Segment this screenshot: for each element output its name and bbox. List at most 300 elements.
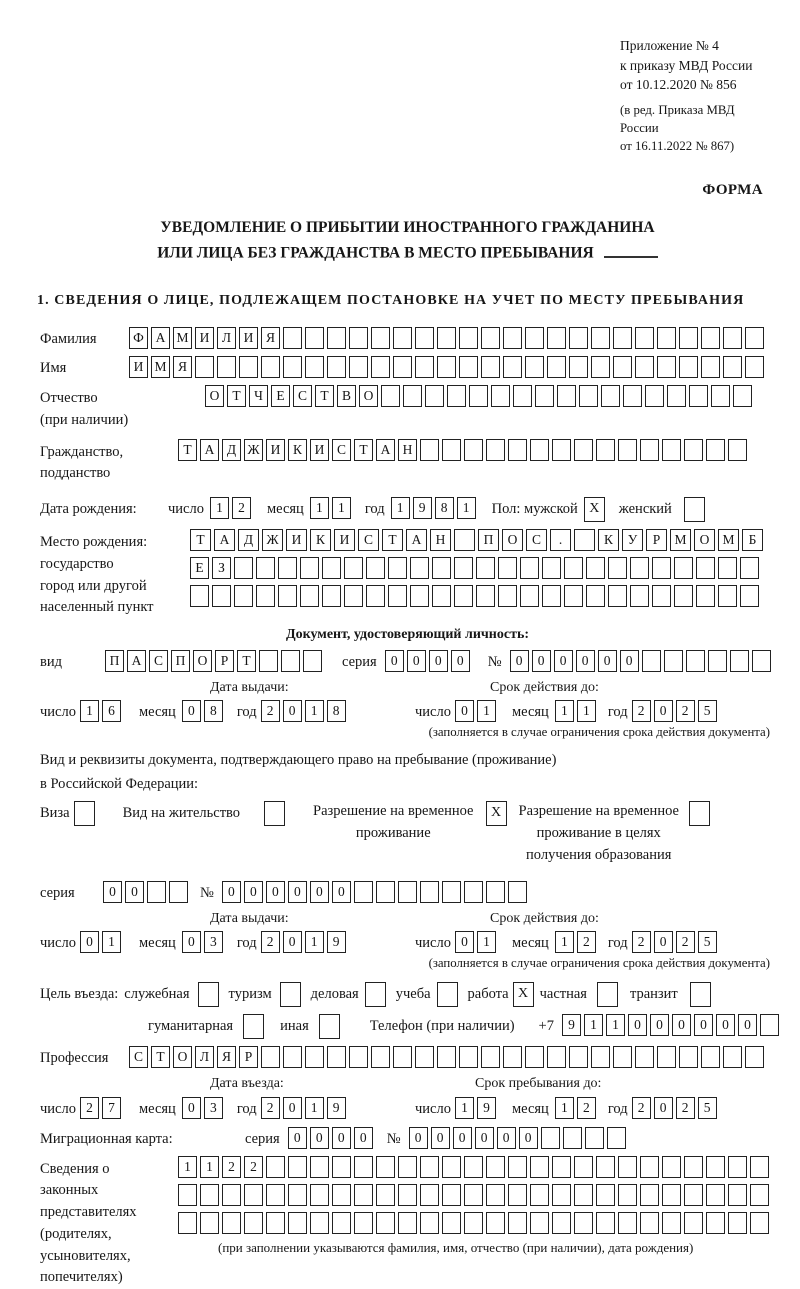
char-box[interactable]: 2 [261,1097,280,1119]
char-box[interactable] [618,1184,637,1206]
char-box[interactable] [381,385,400,407]
char-box[interactable] [288,1184,307,1206]
char-box[interactable] [679,327,698,349]
char-box[interactable] [728,439,747,461]
char-box[interactable] [706,1212,725,1234]
char-box[interactable]: Т [190,529,211,551]
char-box[interactable] [640,439,659,461]
purpose-study-checkbox[interactable] [437,982,458,1007]
char-box[interactable] [652,585,671,607]
char-box[interactable]: О [205,385,224,407]
char-box[interactable]: 1 [332,497,351,519]
char-box[interactable]: А [127,650,146,672]
char-box[interactable] [640,1212,659,1234]
char-box[interactable] [640,1184,659,1206]
char-box[interactable] [701,327,720,349]
char-box[interactable]: 8 [327,700,346,722]
char-box[interactable] [398,1156,417,1178]
char-box[interactable] [437,1046,456,1068]
char-box[interactable]: 0 [283,931,302,953]
char-box[interactable] [415,1046,434,1068]
char-box[interactable]: 1 [305,1097,324,1119]
char-box[interactable]: 1 [477,931,496,953]
char-box[interactable] [310,1184,329,1206]
char-box[interactable] [579,385,598,407]
char-box[interactable]: 5 [698,931,717,953]
char-box[interactable] [630,557,649,579]
char-box[interactable] [552,1212,571,1234]
char-box[interactable] [371,1046,390,1068]
char-box[interactable]: 3 [204,931,223,953]
char-box[interactable]: А [200,439,219,461]
char-box[interactable]: К [310,529,331,551]
char-box[interactable] [327,327,346,349]
char-box[interactable] [147,881,166,903]
char-box[interactable] [481,1046,500,1068]
char-box[interactable] [464,439,483,461]
char-box[interactable] [745,356,764,378]
char-box[interactable] [662,1156,681,1178]
char-box[interactable] [354,1184,373,1206]
char-box[interactable]: С [129,1046,148,1068]
char-box[interactable] [469,385,488,407]
char-box[interactable] [222,1184,241,1206]
char-box[interactable] [442,1156,461,1178]
char-box[interactable]: С [293,385,312,407]
purpose-humanitarian-checkbox[interactable] [243,1014,264,1039]
char-box[interactable]: 0 [182,931,201,953]
purpose-business-official-checkbox[interactable] [198,982,219,1007]
char-box[interactable]: С [149,650,168,672]
char-box[interactable] [718,585,737,607]
char-box[interactable] [752,650,771,672]
char-box[interactable]: Т [227,385,246,407]
char-box[interactable] [667,385,686,407]
char-box[interactable] [476,585,495,607]
char-box[interactable]: 0 [598,650,617,672]
char-box[interactable] [730,650,749,672]
char-box[interactable] [442,439,461,461]
char-box[interactable]: 0 [654,700,673,722]
char-box[interactable] [476,557,495,579]
char-box[interactable]: 2 [261,700,280,722]
char-box[interactable]: Ф [129,327,148,349]
char-box[interactable] [596,1156,615,1178]
char-box[interactable] [486,1212,505,1234]
char-box[interactable] [542,585,561,607]
char-box[interactable] [366,557,385,579]
char-box[interactable]: 0 [431,1127,450,1149]
char-box[interactable]: 0 [519,1127,538,1149]
char-box[interactable] [733,385,752,407]
purpose-other-checkbox[interactable] [319,1014,340,1039]
char-box[interactable] [750,1184,769,1206]
char-box[interactable] [261,1046,280,1068]
char-box[interactable] [486,439,505,461]
char-box[interactable] [349,327,368,349]
char-box[interactable]: 7 [102,1097,121,1119]
char-box[interactable]: 0 [266,881,285,903]
char-box[interactable]: В [337,385,356,407]
char-box[interactable]: 2 [261,931,280,953]
char-box[interactable]: О [359,385,378,407]
char-box[interactable] [305,356,324,378]
char-box[interactable] [283,327,302,349]
char-box[interactable]: 0 [453,1127,472,1149]
purpose-business-checkbox[interactable] [365,982,386,1007]
char-box[interactable] [437,356,456,378]
char-box[interactable] [376,881,395,903]
char-box[interactable]: И [334,529,355,551]
char-box[interactable] [410,557,429,579]
char-box[interactable] [613,327,632,349]
char-box[interactable]: Я [261,327,280,349]
char-box[interactable]: 2 [244,1156,263,1178]
char-box[interactable]: А [151,327,170,349]
char-box[interactable] [195,356,214,378]
char-box[interactable]: 9 [477,1097,496,1119]
char-box[interactable] [217,356,236,378]
char-box[interactable] [618,1156,637,1178]
char-box[interactable]: С [358,529,379,551]
char-box[interactable] [278,557,297,579]
char-box[interactable] [354,881,373,903]
char-box[interactable] [525,356,544,378]
char-box[interactable] [684,1184,703,1206]
char-box[interactable]: 9 [413,497,432,519]
char-box[interactable]: Л [217,327,236,349]
char-box[interactable] [393,1046,412,1068]
char-box[interactable] [300,557,319,579]
char-box[interactable] [261,356,280,378]
char-box[interactable]: 1 [305,700,324,722]
char-box[interactable] [657,327,676,349]
char-box[interactable]: 0 [620,650,639,672]
char-box[interactable] [618,439,637,461]
char-box[interactable] [585,1127,604,1149]
char-box[interactable]: П [478,529,499,551]
char-box[interactable]: 0 [554,650,573,672]
char-box[interactable] [552,1156,571,1178]
char-box[interactable] [190,585,209,607]
char-box[interactable]: Т [315,385,334,407]
char-box[interactable] [464,1184,483,1206]
char-box[interactable]: О [193,650,212,672]
char-box[interactable]: 9 [562,1014,581,1036]
char-box[interactable]: С [526,529,547,551]
char-box[interactable] [508,881,527,903]
char-box[interactable] [601,385,620,407]
char-box[interactable]: 2 [676,931,695,953]
char-box[interactable]: Т [237,650,256,672]
char-box[interactable]: Я [217,1046,236,1068]
char-box[interactable]: И [266,439,285,461]
char-box[interactable] [420,1184,439,1206]
char-box[interactable] [635,327,654,349]
char-box[interactable]: Р [646,529,667,551]
char-box[interactable] [563,1127,582,1149]
char-box[interactable] [547,327,566,349]
char-box[interactable] [728,1212,747,1234]
char-box[interactable]: 5 [698,1097,717,1119]
char-box[interactable]: 2 [632,700,651,722]
purpose-tourism-checkbox[interactable] [280,982,301,1007]
char-box[interactable] [513,385,532,407]
char-box[interactable] [283,1046,302,1068]
char-box[interactable] [278,585,297,607]
char-box[interactable] [459,327,478,349]
char-box[interactable] [491,385,510,407]
char-box[interactable]: Т [178,439,197,461]
char-box[interactable] [664,650,683,672]
char-box[interactable] [310,1156,329,1178]
char-box[interactable]: . [550,529,571,551]
char-box[interactable] [542,557,561,579]
char-box[interactable] [442,1184,461,1206]
char-box[interactable]: 0 [288,1127,307,1149]
char-box[interactable] [281,650,300,672]
char-box[interactable]: 1 [606,1014,625,1036]
char-box[interactable] [750,1212,769,1234]
char-box[interactable] [410,585,429,607]
char-box[interactable] [569,327,588,349]
char-box[interactable]: 8 [435,497,454,519]
char-box[interactable]: Е [190,557,209,579]
char-box[interactable] [266,1156,285,1178]
char-box[interactable]: 2 [232,497,251,519]
char-box[interactable]: 0 [407,650,426,672]
char-box[interactable]: 0 [455,700,474,722]
char-box[interactable] [608,585,627,607]
char-box[interactable]: 0 [654,931,673,953]
char-box[interactable] [498,557,517,579]
char-box[interactable] [745,1046,764,1068]
char-box[interactable]: 0 [222,881,241,903]
char-box[interactable] [300,585,319,607]
char-box[interactable] [574,439,593,461]
char-box[interactable] [596,1212,615,1234]
char-box[interactable]: 9 [327,931,346,953]
visa-checkbox[interactable] [74,801,95,826]
char-box[interactable] [503,356,522,378]
char-box[interactable] [711,385,730,407]
char-box[interactable]: 2 [676,1097,695,1119]
char-box[interactable] [244,1184,263,1206]
char-box[interactable] [535,385,554,407]
char-box[interactable]: 5 [698,700,717,722]
char-box[interactable]: П [171,650,190,672]
char-box[interactable] [750,1156,769,1178]
char-box[interactable]: Я [173,356,192,378]
char-box[interactable] [508,1184,527,1206]
char-box[interactable] [640,1156,659,1178]
char-box[interactable] [256,557,275,579]
char-box[interactable]: 0 [475,1127,494,1149]
char-box[interactable]: И [195,327,214,349]
residence-permit-checkbox[interactable] [264,801,285,826]
char-box[interactable] [745,327,764,349]
char-box[interactable]: 0 [182,700,201,722]
char-box[interactable] [371,327,390,349]
char-box[interactable]: 0 [310,881,329,903]
temp-residence-checkbox[interactable]: X [486,801,507,826]
char-box[interactable] [234,585,253,607]
char-box[interactable]: У [622,529,643,551]
char-box[interactable] [642,650,661,672]
char-box[interactable] [662,1212,681,1234]
char-box[interactable]: С [332,439,351,461]
char-box[interactable] [684,439,703,461]
char-box[interactable]: 1 [555,1097,574,1119]
char-box[interactable] [371,356,390,378]
char-box[interactable] [398,1184,417,1206]
char-box[interactable] [696,557,715,579]
char-box[interactable] [388,585,407,607]
char-box[interactable] [481,327,500,349]
char-box[interactable]: Т [382,529,403,551]
char-box[interactable] [684,1156,703,1178]
char-box[interactable]: Б [742,529,763,551]
char-box[interactable] [635,1046,654,1068]
char-box[interactable] [574,1156,593,1178]
char-box[interactable] [420,1156,439,1178]
char-box[interactable]: Л [195,1046,214,1068]
char-box[interactable] [327,356,346,378]
char-box[interactable]: 0 [244,881,263,903]
char-box[interactable] [178,1212,197,1234]
char-box[interactable] [530,1212,549,1234]
char-box[interactable] [569,356,588,378]
char-box[interactable] [618,1212,637,1234]
char-box[interactable] [520,557,539,579]
char-box[interactable] [608,557,627,579]
char-box[interactable]: К [598,529,619,551]
char-box[interactable]: 2 [676,700,695,722]
char-box[interactable]: М [718,529,739,551]
char-box[interactable] [508,439,527,461]
char-box[interactable] [376,1184,395,1206]
char-box[interactable] [332,1212,351,1234]
char-box[interactable]: 0 [532,650,551,672]
char-box[interactable]: 9 [327,1097,346,1119]
char-box[interactable] [376,1212,395,1234]
char-box[interactable]: 0 [283,1097,302,1119]
char-box[interactable] [288,1212,307,1234]
char-box[interactable] [718,557,737,579]
char-box[interactable]: 8 [204,700,223,722]
char-box[interactable] [701,1046,720,1068]
char-box[interactable] [354,1156,373,1178]
char-box[interactable]: М [173,327,192,349]
char-box[interactable] [596,1184,615,1206]
char-box[interactable] [498,585,517,607]
char-box[interactable]: М [670,529,691,551]
char-box[interactable] [723,356,742,378]
char-box[interactable]: 1 [577,700,596,722]
char-box[interactable] [266,1212,285,1234]
char-box[interactable] [723,1046,742,1068]
sex-male-checkbox[interactable]: X [584,497,605,522]
char-box[interactable]: 0 [310,1127,329,1149]
char-box[interactable] [613,356,632,378]
char-box[interactable] [740,557,759,579]
char-box[interactable]: 0 [288,881,307,903]
char-box[interactable] [740,585,759,607]
char-box[interactable] [454,585,473,607]
char-box[interactable]: 0 [332,881,351,903]
char-box[interactable] [178,1184,197,1206]
char-box[interactable] [662,1184,681,1206]
char-box[interactable]: 3 [204,1097,223,1119]
char-box[interactable]: Н [430,529,451,551]
char-box[interactable] [420,1212,439,1234]
char-box[interactable] [552,1184,571,1206]
char-box[interactable] [403,385,422,407]
char-box[interactable] [266,1184,285,1206]
char-box[interactable] [591,356,610,378]
char-box[interactable]: 1 [178,1156,197,1178]
char-box[interactable]: 6 [102,700,121,722]
char-box[interactable] [459,1046,478,1068]
char-box[interactable]: 0 [576,650,595,672]
char-box[interactable]: 2 [632,931,651,953]
purpose-private-checkbox[interactable] [597,982,618,1007]
char-box[interactable]: 1 [102,931,121,953]
char-box[interactable] [344,557,363,579]
char-box[interactable]: 0 [80,931,99,953]
char-box[interactable]: 0 [510,650,529,672]
char-box[interactable]: К [288,439,307,461]
char-box[interactable]: О [694,529,715,551]
char-box[interactable]: Р [215,650,234,672]
char-box[interactable]: 1 [477,700,496,722]
char-box[interactable] [706,1156,725,1178]
char-box[interactable] [586,585,605,607]
char-box[interactable] [552,439,571,461]
char-box[interactable] [305,327,324,349]
char-box[interactable] [349,356,368,378]
char-box[interactable] [393,356,412,378]
char-box[interactable] [239,356,258,378]
char-box[interactable] [454,557,473,579]
char-box[interactable]: 0 [409,1127,428,1149]
char-box[interactable] [486,1184,505,1206]
char-box[interactable] [481,356,500,378]
char-box[interactable] [322,557,341,579]
char-box[interactable]: 2 [80,1097,99,1119]
char-box[interactable] [200,1184,219,1206]
char-box[interactable] [623,385,642,407]
char-box[interactable] [657,356,676,378]
char-box[interactable] [520,585,539,607]
char-box[interactable] [425,385,444,407]
char-box[interactable] [332,1156,351,1178]
char-box[interactable] [574,1184,593,1206]
char-box[interactable] [169,881,188,903]
char-box[interactable]: З [212,557,231,579]
sex-female-checkbox[interactable] [684,497,705,522]
char-box[interactable]: 2 [577,1097,596,1119]
char-box[interactable] [503,327,522,349]
char-box[interactable] [486,881,505,903]
char-box[interactable] [684,1212,703,1234]
char-box[interactable]: 1 [555,700,574,722]
char-box[interactable] [222,1212,241,1234]
char-box[interactable] [442,1212,461,1234]
char-box[interactable]: Е [271,385,290,407]
char-box[interactable] [547,356,566,378]
char-box[interactable]: 1 [457,497,476,519]
